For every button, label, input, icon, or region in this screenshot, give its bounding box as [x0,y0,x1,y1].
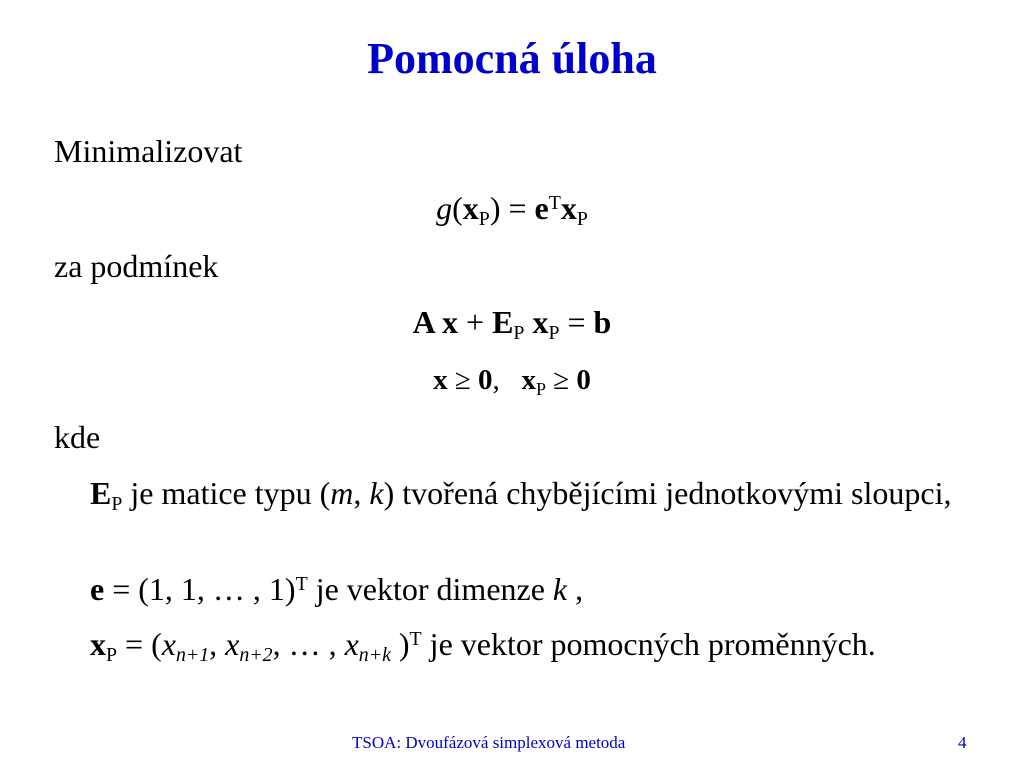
def-e-sup: T [295,573,308,596]
footer-page-number: 4 [958,733,967,752]
objective-close-paren: ) [489,190,501,226]
def-xp-sub: P [106,644,118,667]
objective-function [0,189,1024,231]
definition-xp [90,626,1024,667]
footer-course-title: TSOA: Dvoufázová simplexová metoda [352,733,626,752]
def-ep-text1: je matice typu ( [122,475,331,511]
constraint-b: b [593,304,612,340]
def-xp-text: je vektor pomocných proměnných. [421,626,876,662]
def-xp-symbol: x [90,626,106,662]
def-e-symbol: e [90,571,105,607]
nonneg-zero2: 0 [576,364,591,396]
objective-open-paren: ( [452,190,463,226]
where-text: kde [54,419,101,455]
nonneg-x: x [433,364,448,396]
objective-x2: x [560,190,577,226]
def-xp-dots: , … , [272,626,345,662]
constraint-A: A [412,304,435,340]
definition-ep [90,475,1024,516]
def-ep-sub: P [111,493,123,516]
objective-fn-symbol: g [436,190,453,226]
def-xp-x2: x [225,626,240,662]
objective-x2-sub: P [576,208,588,231]
nonnegativity-constraints [0,363,1024,398]
def-ep-text2: ) tvořená chybějícími jednotkovými sloupci, [383,475,952,511]
def-ep-k: k [369,475,384,511]
constraint-E-sub: P [513,322,525,345]
constraint-equals: = [559,304,594,340]
def-xp-s2: n+2 [239,644,273,667]
definition-e [90,571,1024,608]
def-xp-x3: x [344,626,359,662]
objective-e-sup: T [548,192,561,215]
nonneg-comma: , [492,364,522,396]
nonneg-geq: ≥ [447,364,478,396]
def-e-text: je vektor dimenze [307,571,553,607]
def-xp-close: ) [390,626,410,662]
def-e-end: , [567,571,584,607]
subject-to-text: za podmínek [54,248,219,284]
constraint-x: x [434,304,467,340]
objective-x: x [462,190,479,226]
constraint-xp-sub: P [548,322,560,345]
nonneg-zero: 0 [478,364,493,396]
def-ep-symbol: E [90,475,112,511]
constraint-E: E [484,304,514,340]
def-xp-eq: = ( [117,626,162,662]
def-xp-sup: T [409,628,422,651]
slide-title: Pomocná úloha [367,34,657,83]
def-xp-s3: n+k [358,644,391,667]
objective-x-sub: P [478,208,490,231]
constraint-plus: + [466,304,485,340]
constraint-xp: x [524,304,549,340]
objective-e: e [534,190,549,226]
def-xp-c1: , [209,626,226,662]
objective-equals: = [500,190,535,226]
def-xp-x1: x [161,626,176,662]
def-xp-s1: n+1 [175,644,210,667]
nonneg-xp-sub: P [536,378,546,399]
nonneg-geq2: ≥ [546,364,577,396]
def-e-k: k [552,571,568,607]
intro-text: Minimalizovat [54,133,243,169]
def-e-eq: = (1, 1, … , 1) [104,571,296,607]
def-ep-m: m [330,475,354,511]
def-ep-comma: , [353,475,370,511]
constraint-equation [0,303,1024,345]
nonneg-xp: x [521,364,536,396]
